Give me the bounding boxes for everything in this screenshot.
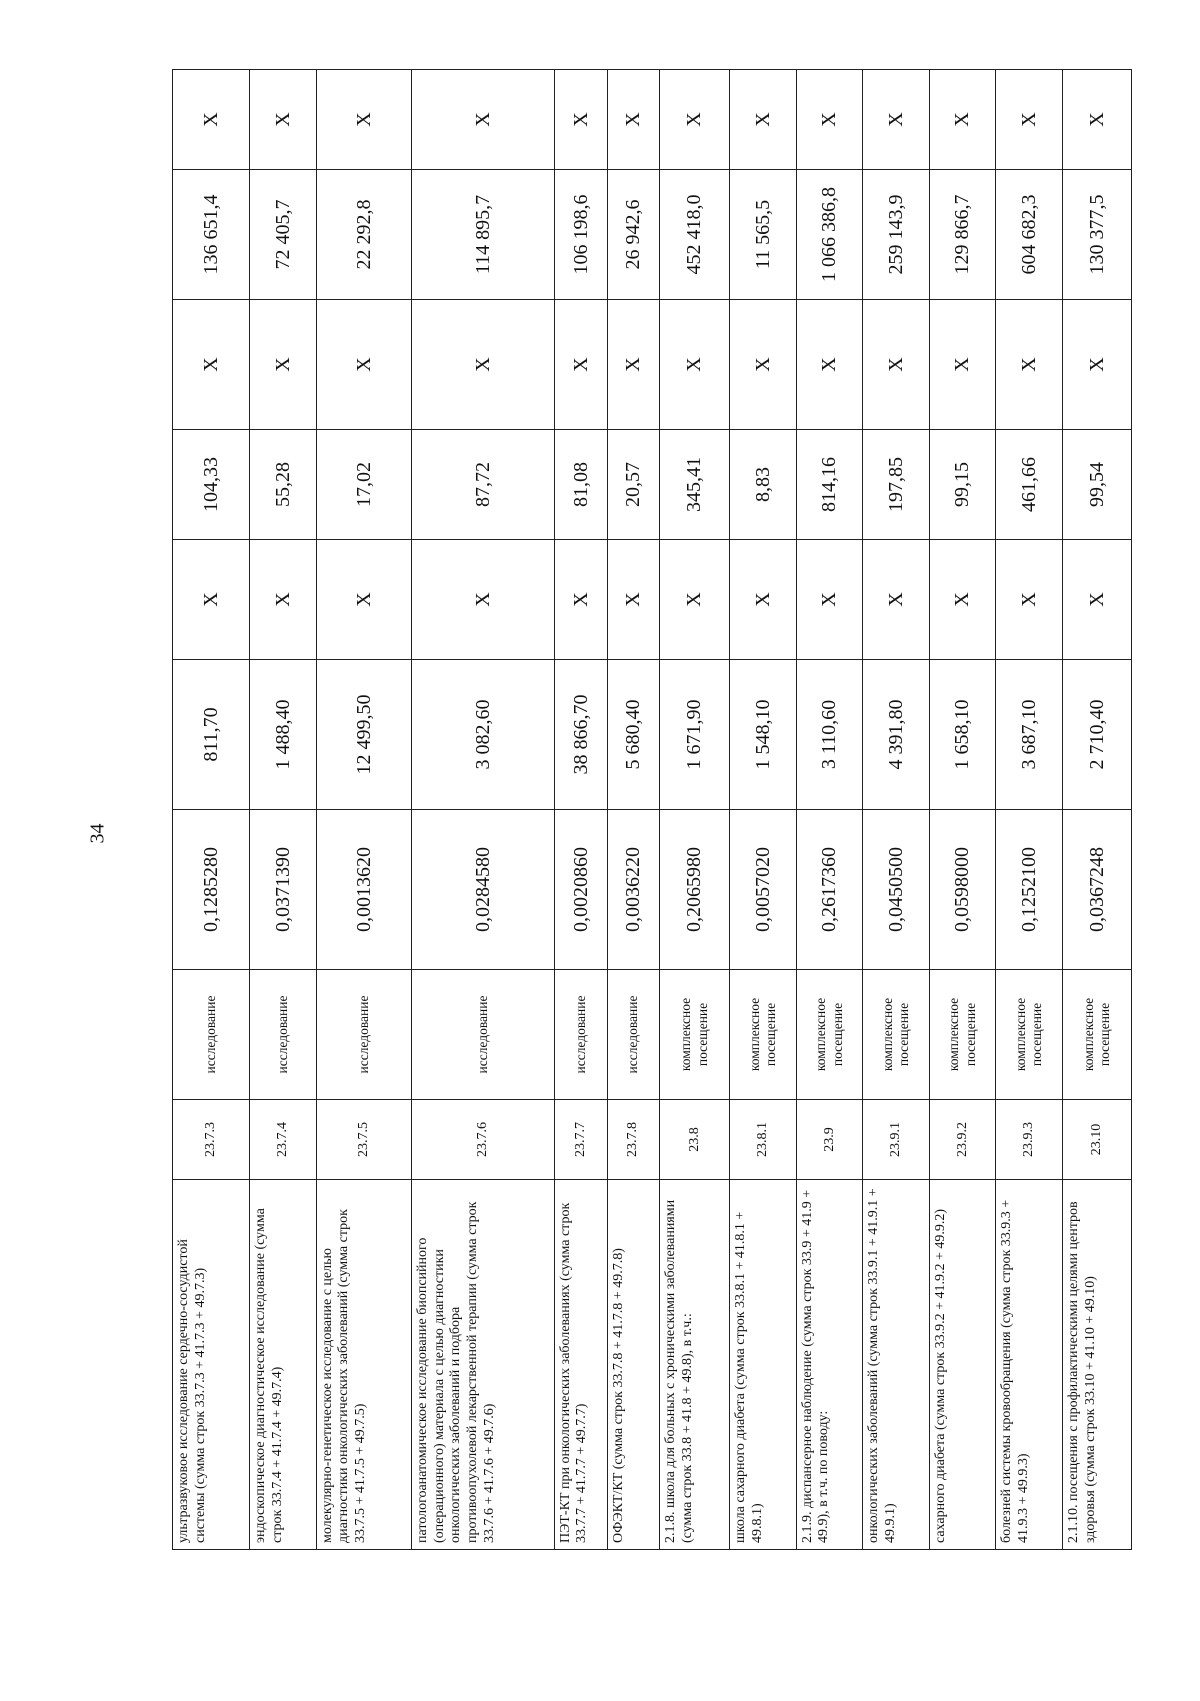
- row-x-cell: X: [607, 300, 660, 430]
- row-x-cell: X: [929, 300, 996, 430]
- row-value-cell: 0,0036220: [607, 810, 660, 970]
- row-unit-cell: комплексное посещение: [929, 970, 996, 1100]
- row-x-cell: X: [730, 540, 797, 660]
- row-name-cell: школа сахарного диабета (сумма строк 33.8.1 + 41.8.1 + 49.8.1): [730, 1180, 797, 1550]
- row-code-cell: 23.7.3: [173, 1100, 250, 1180]
- row-unit-cell: исследование: [250, 970, 317, 1100]
- row-value-cell: 104,33: [173, 430, 250, 540]
- row-value-cell: 814,16: [796, 430, 863, 540]
- row-x-cell: X: [660, 300, 730, 430]
- row-code-cell: 23.10: [1063, 1100, 1132, 1180]
- row-unit-cell: комплексное посещение: [863, 970, 930, 1100]
- row-name-cell: ПЭТ-КТ при онкологических заболеваниях (сумма строк 33.7.7 + 41.7.7 + 49.7.7): [554, 1180, 607, 1550]
- row-value-cell: 136 651,4: [173, 170, 250, 300]
- table-row: [412, 70, 555, 1550]
- row-x-cell: X: [929, 540, 996, 660]
- row-value-cell: 26 942,6: [607, 170, 660, 300]
- row-value-cell: 0,0284580: [412, 810, 555, 970]
- row-value-cell: 197,85: [863, 430, 930, 540]
- row-value-cell: 5 680,40: [607, 660, 660, 810]
- row-value-cell: 106 198,6: [554, 170, 607, 300]
- row-value-cell: 345,41: [660, 430, 730, 540]
- table-row: [250, 70, 317, 1550]
- table-row: [554, 70, 607, 1550]
- row-x-cell: X: [316, 540, 412, 660]
- row-value-cell: 0,0598000: [929, 810, 996, 970]
- row-x-cell: X: [1063, 540, 1132, 660]
- row-value-cell: 1 066 386,8: [796, 170, 863, 300]
- row-value-cell: 129 866,7: [929, 170, 996, 300]
- table-row: [929, 70, 996, 1550]
- table-row: [996, 70, 1063, 1550]
- row-x-cell: X: [1063, 300, 1132, 430]
- row-value-cell: 55,28: [250, 430, 317, 540]
- table-row: [863, 70, 930, 1550]
- row-x-cell: X: [863, 540, 930, 660]
- row-value-cell: 0,2617360: [796, 810, 863, 970]
- row-x-cell: X: [250, 300, 317, 430]
- row-x-cell: X: [554, 540, 607, 660]
- row-x-cell: X: [863, 70, 930, 170]
- row-value-cell: 1 488,40: [250, 660, 317, 810]
- row-code-cell: 23.9: [796, 1100, 863, 1180]
- row-value-cell: 87,72: [412, 430, 555, 540]
- row-value-cell: 0,0020860: [554, 810, 607, 970]
- row-value-cell: 3 110,60: [796, 660, 863, 810]
- row-code-cell: 23.9.3: [996, 1100, 1063, 1180]
- row-unit-cell: комплексное посещение: [1063, 970, 1132, 1100]
- row-unit-cell: исследование: [316, 970, 412, 1100]
- row-name-cell: ОФЭКТ/КТ (сумма строк 33.7.8 + 41.7.8 + 49.7.8): [607, 1180, 660, 1550]
- row-value-cell: 81,08: [554, 430, 607, 540]
- row-value-cell: 38 866,70: [554, 660, 607, 810]
- row-name-cell: патологоанатомическое исследование биопсийного (операционного) материала с целью диагностики онкологических заболеваний и подбора противоопухолевой лекарственной терапии (сумма строк 33.7.6 + 41.7.6 + 49.7.6): [412, 1180, 555, 1550]
- row-value-cell: 0,0367248: [1063, 810, 1132, 970]
- row-unit-cell: исследование: [412, 970, 555, 1100]
- row-unit-cell: исследование: [173, 970, 250, 1100]
- row-name-cell: 2.1.8. школа для больных с хроническими заболеваниями (сумма строк 33.8 + 41.8 + 49.8), в т.ч.:: [660, 1180, 730, 1550]
- row-x-cell: X: [173, 540, 250, 660]
- row-x-cell: X: [412, 540, 555, 660]
- row-code-cell: 23.7.8: [607, 1100, 660, 1180]
- row-x-cell: X: [730, 70, 797, 170]
- row-value-cell: 0,0371390: [250, 810, 317, 970]
- row-x-cell: X: [796, 70, 863, 170]
- row-x-cell: X: [996, 540, 1063, 660]
- row-x-cell: X: [316, 70, 412, 170]
- row-x-cell: X: [250, 70, 317, 170]
- table-row: [730, 70, 797, 1550]
- row-x-cell: X: [796, 300, 863, 430]
- table-row: [1063, 70, 1132, 1550]
- row-value-cell: 99,15: [929, 430, 996, 540]
- row-unit-cell: исследование: [607, 970, 660, 1100]
- row-x-cell: X: [1063, 70, 1132, 170]
- table-row: [796, 70, 863, 1550]
- row-x-cell: X: [250, 540, 317, 660]
- row-value-cell: 4 391,80: [863, 660, 930, 810]
- row-x-cell: X: [412, 70, 555, 170]
- row-name-cell: 2.1.10. посещения с профилактическими целями центров здоровья (сумма строк 33.10 + 41.10 + 49.10): [1063, 1180, 1132, 1550]
- row-value-cell: 452 418,0: [660, 170, 730, 300]
- row-value-cell: 11 565,5: [730, 170, 797, 300]
- row-value-cell: 20,57: [607, 430, 660, 540]
- row-name-cell: ультразвуковое исследование сердечно-сосудистой системы (сумма строк 33.7.3 + 41.7.3 + 49.7.3): [173, 1180, 250, 1550]
- table-row: [660, 70, 730, 1550]
- row-value-cell: 0,1252100: [996, 810, 1063, 970]
- row-x-cell: X: [607, 540, 660, 660]
- row-x-cell: X: [730, 300, 797, 430]
- data-table: [172, 69, 1132, 1550]
- row-name-cell: сахарного диабета (сумма строк 33.9.2 + 41.9.2 + 49.9.2): [929, 1180, 996, 1550]
- row-x-cell: X: [316, 300, 412, 430]
- row-name-cell: эндоскопическое диагностическое исследование (сумма строк 33.7.4 + 41.7.4 + 49.7.4): [250, 1180, 317, 1550]
- row-code-cell: 23.9.1: [863, 1100, 930, 1180]
- row-value-cell: 259 143,9: [863, 170, 930, 300]
- row-x-cell: X: [554, 300, 607, 430]
- row-value-cell: 3 687,10: [996, 660, 1063, 810]
- row-value-cell: 0,0013620: [316, 810, 412, 970]
- row-value-cell: 22 292,8: [316, 170, 412, 300]
- row-x-cell: X: [660, 540, 730, 660]
- row-name-cell: онкологических заболеваний (сумма строк 33.9.1 + 41.9.1 + 49.9.1): [863, 1180, 930, 1550]
- row-x-cell: X: [996, 300, 1063, 430]
- row-name-cell: болезней системы кровообращения (сумма строк 33.9.3 + 41.9.3 + 49.9.3): [996, 1180, 1063, 1550]
- row-unit-cell: комплексное посещение: [730, 970, 797, 1100]
- row-value-cell: 130 377,5: [1063, 170, 1132, 300]
- table-container: [172, 70, 1132, 1550]
- row-x-cell: X: [796, 540, 863, 660]
- row-x-cell: X: [173, 300, 250, 430]
- row-value-cell: 0,0450500: [863, 810, 930, 970]
- row-value-cell: 114 895,7: [412, 170, 555, 300]
- row-unit-cell: исследование: [554, 970, 607, 1100]
- row-code-cell: 23.7.7: [554, 1100, 607, 1180]
- row-value-cell: 2 710,40: [1063, 660, 1132, 810]
- row-value-cell: 0,1285280: [173, 810, 250, 970]
- row-value-cell: 1 548,10: [730, 660, 797, 810]
- row-code-cell: 23.8: [660, 1100, 730, 1180]
- row-unit-cell: комплексное посещение: [796, 970, 863, 1100]
- row-value-cell: 0,2065980: [660, 810, 730, 970]
- row-code-cell: 23.7.6: [412, 1100, 555, 1180]
- row-value-cell: 461,66: [996, 430, 1063, 540]
- row-x-cell: X: [660, 70, 730, 170]
- row-value-cell: 1 671,90: [660, 660, 730, 810]
- row-code-cell: 23.9.2: [929, 1100, 996, 1180]
- row-value-cell: 17,02: [316, 430, 412, 540]
- row-x-cell: X: [607, 70, 660, 170]
- row-unit-cell: комплексное посещение: [660, 970, 730, 1100]
- row-x-cell: X: [412, 300, 555, 430]
- table-row: [316, 70, 412, 1550]
- row-value-cell: 604 682,3: [996, 170, 1063, 300]
- row-code-cell: 23.7.5: [316, 1100, 412, 1180]
- row-name-cell: 2.1.9. диспансерное наблюдение (сумма строк 33.9 + 41.9 + 49.9), в т.ч. по поводу:: [796, 1180, 863, 1550]
- row-value-cell: 72 405,7: [250, 170, 317, 300]
- row-code-cell: 23.7.4: [250, 1100, 317, 1180]
- row-value-cell: 0,0057020: [730, 810, 797, 970]
- row-value-cell: 3 082,60: [412, 660, 555, 810]
- row-x-cell: X: [554, 70, 607, 170]
- row-name-cell: молекулярно-генетическое исследование с целью диагностики онкологических заболеваний (сумма строк 33.7.5 + 41.7.5 + 49.7.5): [316, 1180, 412, 1550]
- row-value-cell: 8,83: [730, 430, 797, 540]
- row-x-cell: X: [996, 70, 1063, 170]
- page-number: 34: [86, 823, 109, 844]
- row-x-cell: X: [863, 300, 930, 430]
- row-unit-cell: комплексное посещение: [996, 970, 1063, 1100]
- row-value-cell: 12 499,50: [316, 660, 412, 810]
- row-x-cell: X: [929, 70, 996, 170]
- row-x-cell: X: [173, 70, 250, 170]
- table-row: [173, 70, 250, 1550]
- table-row: [607, 70, 660, 1550]
- row-value-cell: 99,54: [1063, 430, 1132, 540]
- row-code-cell: 23.8.1: [730, 1100, 797, 1180]
- table-body: [173, 70, 1132, 1550]
- row-value-cell: 1 658,10: [929, 660, 996, 810]
- row-value-cell: 811,70: [173, 660, 250, 810]
